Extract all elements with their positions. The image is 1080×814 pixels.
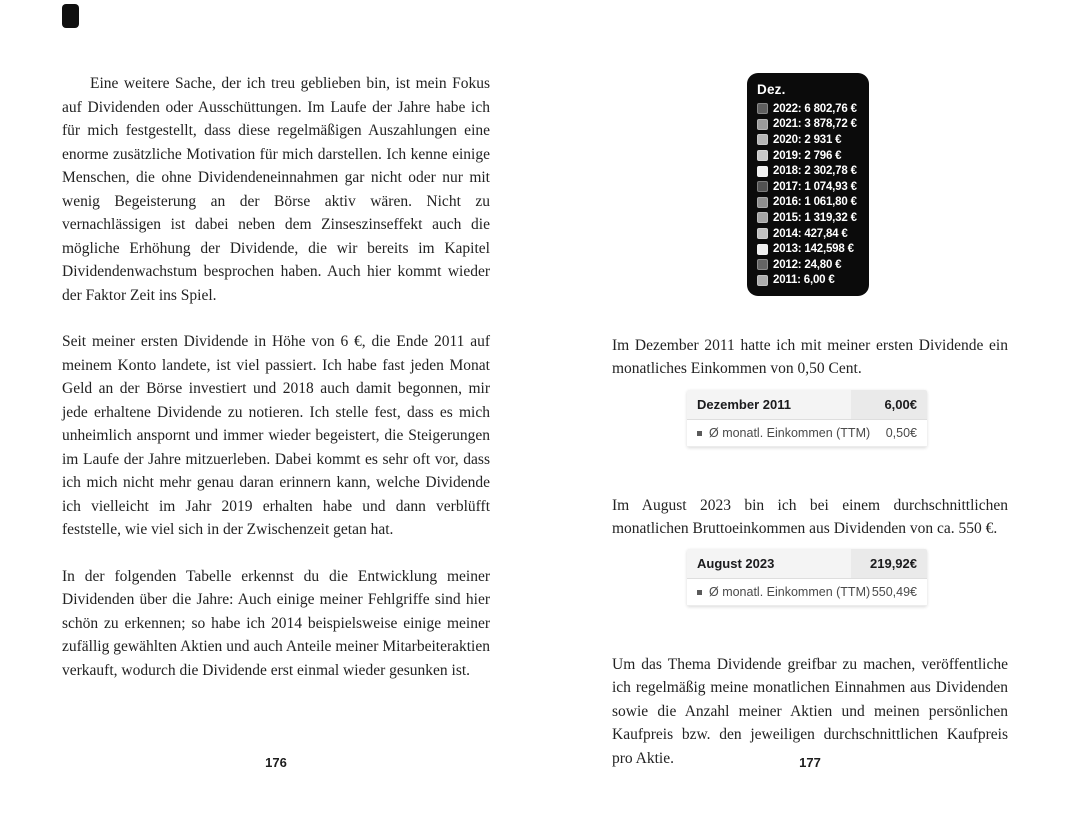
tooltip-row-2011 xyxy=(757,273,859,289)
tooltip-row-2019 xyxy=(757,148,859,164)
tooltip-row-2015 xyxy=(757,210,859,226)
table-row-value: 550,49€ xyxy=(871,585,917,599)
legend-swatch-2021-icon xyxy=(757,119,768,130)
left-paragraph-2: Seit meiner ersten Dividende in Höhe von 6 €, die Ende 2011 auf meinem Konto landete, ist viel passiert. Ich habe fast jeden Monat Geld an der Börse investiert und 2018 auch damit begonnen, mir jede erhaltene Dividende zu notieren. Ich stelle fest, dass es mich unheimlich anspornt und immer wieder begeistert, die Steigerungen im Laufe der Jahre mitzuerleben. Dabei kommt es sehr oft vor, dass ich mich nicht mehr genau daran erinnern kann, welche Dividende ich vielleicht im Jahr 2019 erhalten habe und dann verblüfft feststelle, wie viel sich in der Zwischenzeit getan hat. xyxy=(62,333,490,538)
tooltip-value-2017: 2017: 1 074,93 € xyxy=(773,180,857,193)
tooltip-value-2015: 2015: 1 319,32 € xyxy=(773,211,857,224)
legend-swatch-2014-icon xyxy=(757,228,768,239)
income-table-august-2023 xyxy=(687,549,927,606)
table-row-value: 0,50€ xyxy=(885,426,917,440)
tooltip-row-2022 xyxy=(757,101,859,117)
tooltip-row-2020 xyxy=(757,132,859,148)
legend-swatch-2012-icon xyxy=(757,259,768,270)
table-row-label: Ø monatl. Einkommen (TTM) xyxy=(709,585,871,599)
tooltip-row-2017 xyxy=(757,179,859,195)
legend-swatch-2020-icon xyxy=(757,134,768,145)
table-header-row xyxy=(687,390,927,420)
table-header-row xyxy=(687,549,927,579)
right-paragraph-2: Im August 2023 bin ich bei einem durchschnittlichen monatlichen Bruttoeinkommen aus Dividenden von ca. 550 €. xyxy=(612,496,1008,537)
tooltip-value-2022: 2022: 6 802,76 € xyxy=(773,102,857,115)
series-bullet-icon xyxy=(697,590,702,595)
left-paragraph-1: Eine weitere Sache, der ich treu geblieben bin, ist mein Fokus auf Dividenden oder Ausschüttungen. Im Laufe der Jahre habe ich für mich festgestellt, dass diese regelmäßigen Auszahlungen eine enorme zusätzliche Motivation für mich darstellen. Ich kenne einige Menschen, die ohne Dividendeneinnahmen gar nicht oder nur mit wenig Begeisterung an der Börse aktiv wären. Nicht zu vernachlässigen ist dabei neben dem Zinseszinseffekt auch die mögliche Erhöhung der Dividende, die wir bereits im Kapitel Dividendenwachstum besprochen haben. Auch hier kommt wieder der Faktor Zeit ins Spiel. xyxy=(62,75,490,304)
table-row-label: Ø monatl. Einkommen (TTM) xyxy=(709,426,871,440)
table-data-row xyxy=(687,579,927,606)
income-table-dezember-2011 xyxy=(687,390,927,447)
left-paragraph-3: In der folgenden Tabelle erkennst du die Entwicklung meiner Dividenden über die Jahre: Auch einige meiner Fehlgriffe sind hier schön zu erkennen; so habe ich 2014 beispielsweise einige meiner zufällig gewählten Aktien und auch Anteile meiner Mitarbeiteraktien verkauft, wodurch die Dividende erst einmal wieder gesunken ist. xyxy=(62,567,490,679)
tooltip-month-title: Dez. xyxy=(757,82,786,97)
right-paragraph-3: Um das Thema Dividende greifbar zu machen, veröffentliche ich regelmäßig meine monatlichen Einnahmen aus Dividenden sowie die Anzahl meiner Aktien und meinen persönlichen Kaufpreis bzw. den jeweiligen durchschnittlichen Kaufpreis pro Aktie. xyxy=(612,655,1008,767)
left-page-text xyxy=(62,72,490,705)
table-period-total: 219,92€ xyxy=(851,549,927,578)
right-page-number: 177 xyxy=(799,755,821,770)
tooltip-row-2018 xyxy=(757,163,859,179)
page-corner-mark xyxy=(62,4,79,28)
tooltip-row-2012 xyxy=(757,257,859,273)
legend-swatch-2015-icon xyxy=(757,212,768,223)
dividend-chart-tooltip xyxy=(747,73,869,296)
legend-swatch-2019-icon xyxy=(757,150,768,161)
tooltip-row-2014 xyxy=(757,226,859,242)
tooltip-value-2020: 2020: 2 931 € xyxy=(773,133,842,146)
tooltip-value-2011: 2011: 6,00 € xyxy=(773,274,835,287)
tooltip-value-2012: 2012: 24,80 € xyxy=(773,258,842,271)
tooltip-row-2016 xyxy=(757,195,859,211)
table-period-total: 6,00€ xyxy=(851,390,927,419)
legend-swatch-2013-icon xyxy=(757,244,768,255)
tooltip-row-2021 xyxy=(757,117,859,133)
tooltip-row-2013 xyxy=(757,241,859,257)
table-period-label: Dezember 2011 xyxy=(687,390,851,419)
legend-swatch-2016-icon xyxy=(757,197,768,208)
series-bullet-icon xyxy=(697,431,702,436)
right-paragraph-1: Im Dezember 2011 hatte ich mit meiner ersten Dividende ein monatliches Einkommen von 0,50 Cent. xyxy=(612,336,1008,377)
tooltip-value-2013: 2013: 142,598 € xyxy=(773,243,854,256)
tooltip-value-2014: 2014: 427,84 € xyxy=(773,227,848,240)
table-period-label: August 2023 xyxy=(687,549,851,578)
legend-swatch-2022-icon xyxy=(757,103,768,114)
table-data-row xyxy=(687,420,927,447)
tooltip-value-2019: 2019: 2 796 € xyxy=(773,149,842,162)
legend-swatch-2011-icon xyxy=(757,275,768,286)
legend-swatch-2018-icon xyxy=(757,166,768,177)
tooltip-value-2018: 2018: 2 302,78 € xyxy=(773,165,857,178)
left-page-number: 176 xyxy=(265,755,287,770)
tooltip-value-2016: 2016: 1 061,80 € xyxy=(773,196,857,209)
legend-swatch-2017-icon xyxy=(757,181,768,192)
tooltip-value-2021: 2021: 3 878,72 € xyxy=(773,118,857,131)
